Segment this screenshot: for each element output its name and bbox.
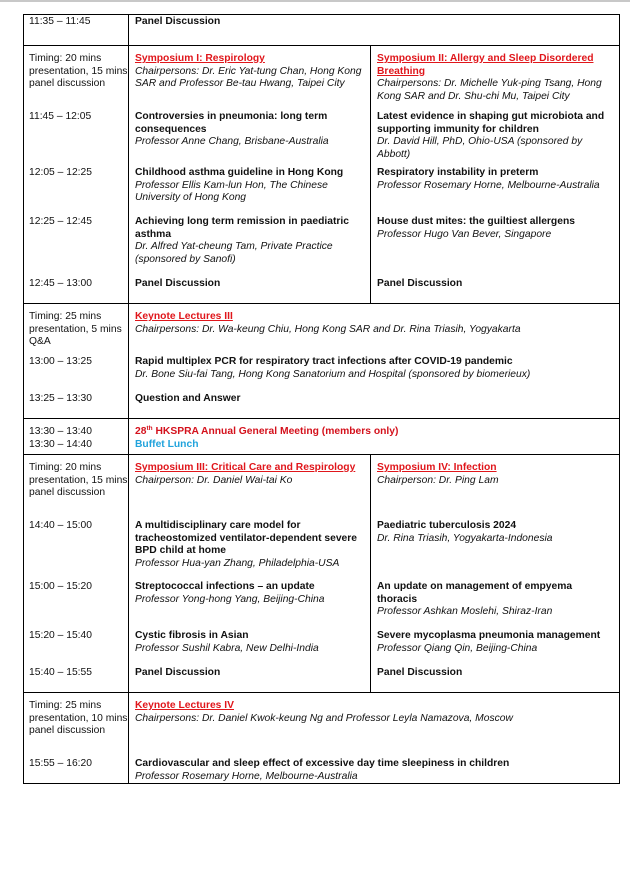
agm-cell	[129, 419, 620, 455]
session-title: Panel Discussion	[129, 278, 371, 304]
talk-speaker: Dr. Rina Triasih, Yogyakarta-Indonesia	[377, 532, 553, 544]
talk	[371, 111, 620, 167]
session-title: Panel Discussion	[129, 15, 620, 46]
timing-note: Timing: 25 mins presentation, 10 mins panel discussion	[24, 693, 129, 759]
talk-title: Streptococcal infections – an update	[135, 581, 315, 592]
talk-title: Cystic fibrosis in Asian	[135, 630, 249, 641]
timing-note: Timing: 20 mins presentation, 15 mins panel discussion	[24, 455, 129, 521]
talk-speaker: Professor Yong-hong Yang, Beijing-China	[135, 593, 325, 605]
talk-title: Latest evidence in shaping gut microbiota and supporting immunity for children	[377, 111, 605, 135]
talk	[129, 111, 371, 167]
agm-number: 28	[135, 426, 147, 437]
table-row	[24, 167, 620, 216]
symposium-title: Symposium II: Allergy and Sleep Disordered Breathing	[377, 53, 594, 77]
talk	[129, 216, 371, 278]
table-row	[24, 393, 620, 419]
table-row	[24, 667, 620, 693]
table-row	[24, 630, 620, 667]
time-cell: 12:25 – 12:45	[24, 216, 129, 278]
top-divider	[0, 0, 630, 2]
table-row	[24, 356, 620, 393]
talk	[371, 630, 620, 667]
time-cell: 14:40 – 15:00	[24, 520, 129, 581]
talk	[129, 167, 371, 216]
time-cell: 15:20 – 15:40	[24, 630, 129, 667]
talk	[371, 167, 620, 216]
talk-title: Cardiovascular and sleep effect of excessive day time sleepiness in children	[135, 758, 510, 769]
talk-speaker: Professor Sushil Kabra, New Delhi-India	[135, 642, 319, 654]
talk	[129, 581, 371, 630]
talk-speaker: Professor Ashkan Moslehi, Shiraz-Iran	[377, 606, 553, 618]
table-row	[24, 693, 620, 759]
talk-speaker: Dr. David Hill, PhD, Ohio-USA (sponsored by Abbott)	[377, 136, 583, 160]
talk-title: Severe mycoplasma pneumonia management	[377, 630, 601, 641]
timing-note: Timing: 20 mins presentation, 15 mins panel discussion	[24, 46, 129, 112]
talk-speaker: Professor Qiang Qin, Beijing-China	[377, 642, 538, 654]
chairpersons: Chairpersons: Dr. Daniel Kwok-keung Ng and Professor Leyla Namazova, Moscow	[135, 712, 513, 724]
chairpersons: Chairpersons: Dr. Eric Yat-tung Chan, Hong Kong SAR and Professor Be-tau Hwang, Taipei City	[135, 65, 362, 90]
talk-speaker: Professor Hua-yan Zhang, Philadelphia-USA	[135, 557, 340, 569]
time-cell: 12:05 – 12:25	[24, 167, 129, 216]
table-row	[24, 419, 620, 455]
lunch-title: Buffet Lunch	[135, 438, 199, 450]
talk-title: Controversies in pneumonia: long term consequences	[135, 111, 328, 135]
session-title: Question and Answer	[129, 393, 620, 419]
table-row	[24, 304, 620, 357]
talk-speaker: Professor Hugo Van Bever, Singapore	[377, 228, 552, 240]
time-cell: 13:00 – 13:25	[24, 356, 129, 393]
talk-speaker: Professor Ellis Kam-lun Hon, The Chinese University of Hong Kong	[135, 179, 328, 204]
time-cell: 15:55 – 16:20	[24, 758, 129, 784]
timing-note: Timing: 25 mins presentation, 5 mins Q&A	[24, 304, 129, 357]
programme-table	[23, 14, 620, 784]
talk-title: Rapid multiplex PCR for respiratory tract infections after COVID-19 pandemic	[135, 356, 513, 367]
chairpersons: Chairpersons: Dr. Michelle Yuk-ping Tsang, Hong Kong SAR and Dr. Shu-chi Mu, Taipei City	[377, 78, 602, 102]
table-row	[24, 111, 620, 167]
talk-title: Paediatric tuberculosis 2024	[377, 520, 517, 531]
symposium-title: Symposium I: Respirology	[135, 53, 265, 64]
talk-title: An update on management of empyema thoracis	[377, 581, 573, 605]
agm-title	[135, 426, 615, 439]
session-title: Panel Discussion	[371, 667, 620, 693]
keynote-header	[129, 304, 620, 357]
talk-speaker: Professor Rosemary Horne, Melbourne-Australia	[377, 179, 600, 191]
chairpersons: Chairperson: Dr. Daniel Wai-tai Ko	[135, 474, 293, 486]
talk	[129, 356, 620, 393]
talk-speaker: Dr. Bone Siu-fai Tang, Hong Kong Sanatorium and Hospital (sponsored by biomerieux)	[135, 368, 531, 380]
chairpersons: Chairpersons: Dr. Wa-keung Chiu, Hong Kong SAR and Dr. Rina Triasih, Yogyakarta	[135, 323, 521, 335]
talk-title: A multidisciplinary care model for tracheostomized ventilator-dependent severe BPD child at home	[135, 520, 358, 557]
talk	[371, 216, 620, 278]
talk	[129, 630, 371, 667]
table-row	[24, 216, 620, 278]
time-cell	[24, 419, 129, 455]
symposium-header	[371, 46, 620, 112]
time-cell: 15:00 – 15:20	[24, 581, 129, 630]
chairpersons: Chairperson: Dr. Ping Lam	[377, 474, 499, 486]
talk	[371, 581, 620, 630]
lunch-time: 13:30 – 14:40	[29, 438, 92, 450]
talk-title: Respiratory instability in preterm	[377, 167, 539, 178]
table-row	[24, 15, 620, 46]
agm-time: 13:30 – 13:40	[29, 426, 92, 437]
talk-speaker: Professor Anne Chang, Brisbane-Australia	[135, 136, 329, 148]
symposium-title: Symposium III: Critical Care and Respirology	[135, 462, 356, 473]
table-row	[24, 520, 620, 581]
table-row	[24, 455, 620, 521]
symposium-header	[129, 46, 371, 112]
time-cell: 11:35 – 11:45	[24, 15, 129, 46]
talk-speaker: Professor Rosemary Horne, Melbourne-Australia	[135, 770, 358, 782]
symposium-header	[371, 455, 620, 521]
session-title: Panel Discussion	[129, 667, 371, 693]
talk-title: Achieving long term remission in paediatric asthma	[135, 216, 349, 240]
symposium-title: Symposium IV: Infection	[377, 462, 497, 473]
talk	[371, 520, 620, 581]
keynote-title: Keynote Lectures III	[135, 311, 233, 322]
agm-text: HKSPRA Annual General Meeting (members only)	[152, 426, 399, 437]
keynote-header	[129, 693, 620, 759]
session-title: Panel Discussion	[371, 278, 620, 304]
table-row	[24, 278, 620, 304]
table-row	[24, 758, 620, 784]
talk-title: House dust mites: the guiltiest allergens	[377, 216, 575, 227]
table-row	[24, 581, 620, 630]
symposium-header	[129, 455, 371, 521]
time-cell: 13:25 – 13:30	[24, 393, 129, 419]
agm-ordinal: th	[146, 425, 153, 432]
talk	[129, 758, 620, 784]
talk-speaker: Dr. Alfred Yat-cheung Tam, Private Practice (sponsored by Sanofi)	[135, 241, 333, 265]
table-row	[24, 46, 620, 112]
talk	[129, 520, 371, 581]
talk-title: Childhood asthma guideline in Hong Kong	[135, 167, 344, 178]
time-cell: 12:45 – 13:00	[24, 278, 129, 304]
time-cell: 11:45 – 12:05	[24, 111, 129, 167]
keynote-title: Keynote Lectures IV	[135, 700, 234, 711]
time-cell: 15:40 – 15:55	[24, 667, 129, 693]
